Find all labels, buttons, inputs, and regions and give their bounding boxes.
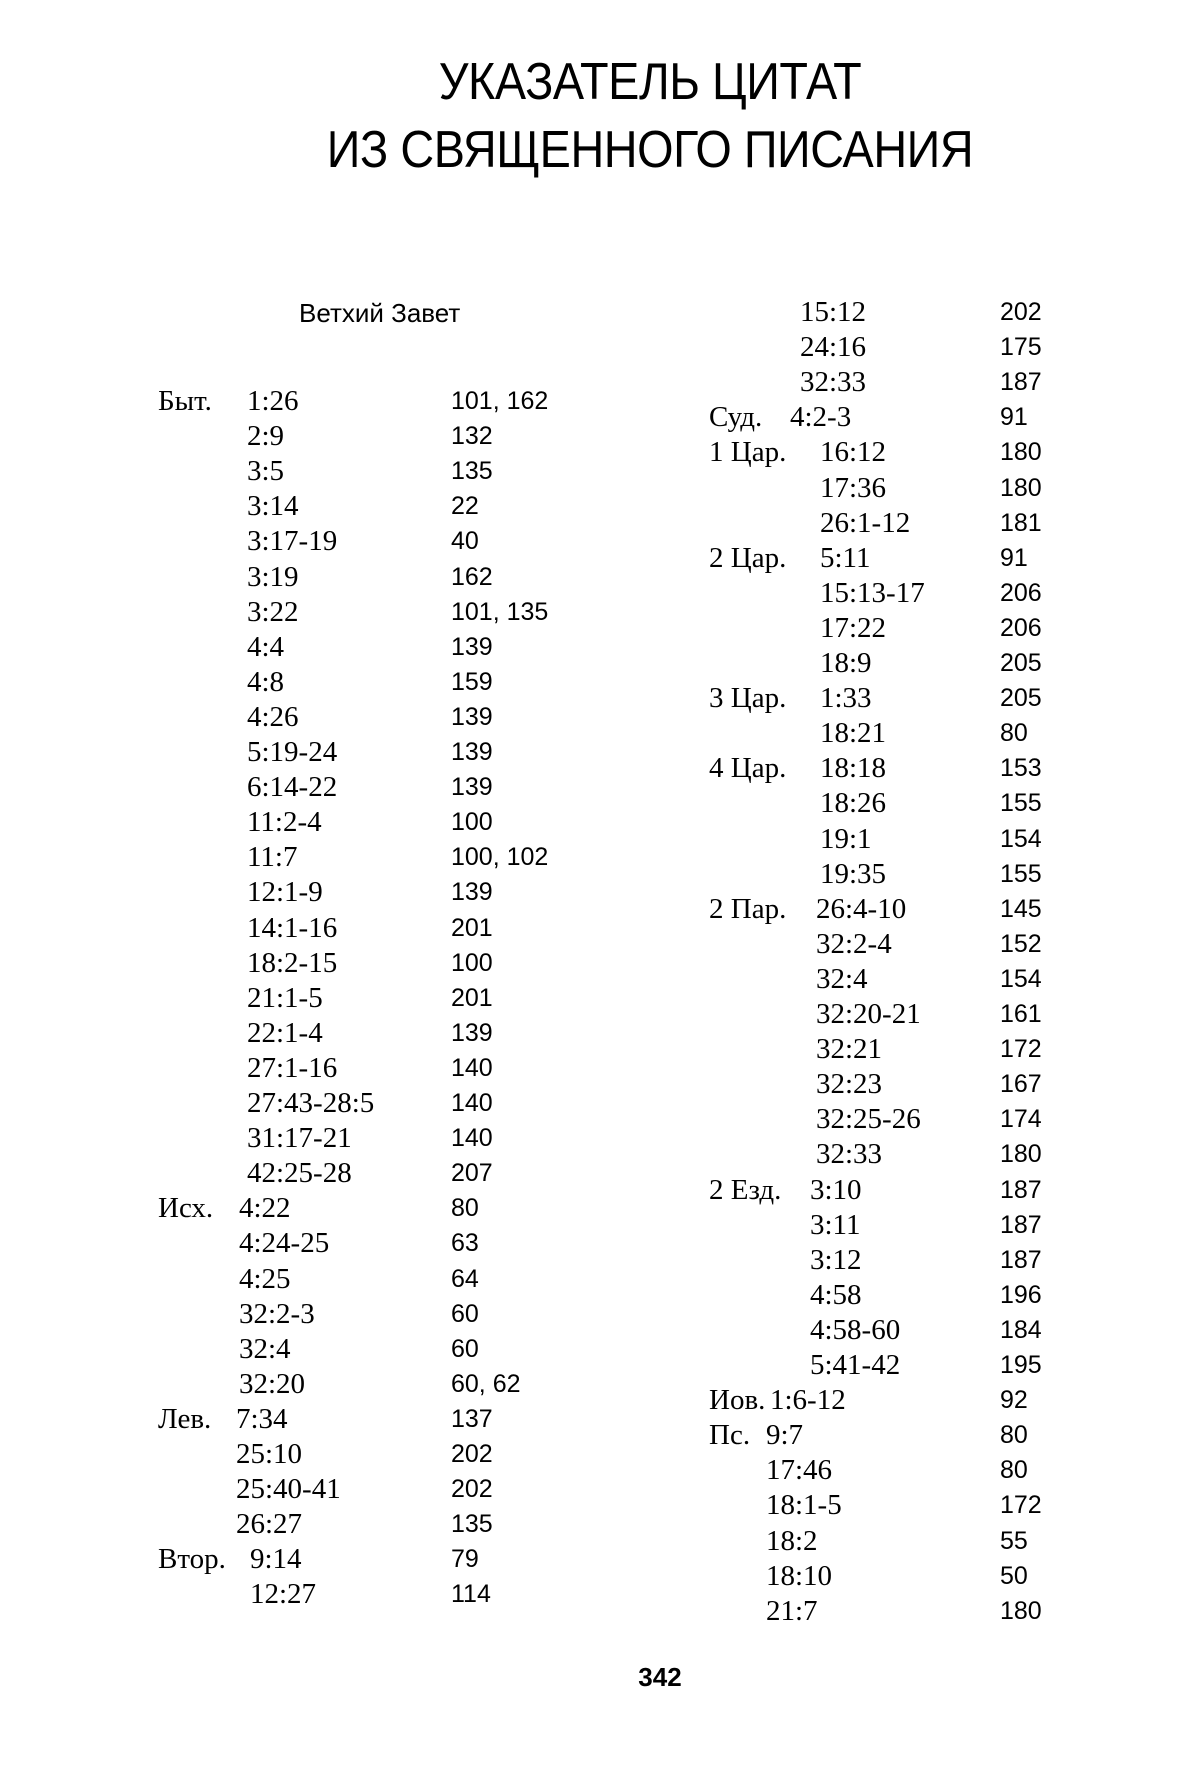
page-references: 205: [1000, 684, 1042, 713]
book-abbreviation: Быт.: [158, 385, 212, 417]
book-abbreviation: 3 Цар.: [709, 682, 787, 715]
verse-reference: 11:7: [247, 841, 298, 874]
page-references: 91: [1000, 403, 1028, 432]
verse-reference: 27:43-28:5: [247, 1087, 375, 1119]
verse-reference: 3:12: [810, 1243, 862, 1276]
page-references: 60: [451, 1334, 479, 1363]
verse-reference: 4:25: [239, 1262, 291, 1295]
page-references: 79: [451, 1545, 479, 1574]
verse-reference: 25:10: [236, 1438, 303, 1470]
book-abbreviation: 4 Цар.: [709, 752, 787, 785]
page-references: 139: [451, 738, 493, 766]
verse-reference: 22:1-4: [247, 1016, 323, 1049]
verse-reference: 3:10: [810, 1173, 862, 1206]
page-references: 140: [451, 1053, 493, 1082]
page-references: 140: [451, 1124, 493, 1153]
verse-reference: 9:14: [250, 1543, 302, 1576]
page-references: 161: [1000, 1000, 1042, 1028]
page-references: 167: [1000, 1070, 1042, 1099]
page-references: 207: [451, 1159, 493, 1188]
book-abbreviation: 1 Цар.: [709, 436, 787, 469]
verse-reference: 18:26: [820, 787, 887, 820]
verse-reference: 12:27: [250, 1578, 317, 1611]
book-abbreviation: Суд.: [709, 401, 763, 434]
page-references: 180: [1000, 473, 1042, 502]
page-references: 180: [1000, 1140, 1042, 1169]
page-references: 100: [451, 808, 493, 837]
book-abbreviation: 2 Езд.: [709, 1173, 782, 1206]
page-references: 187: [1000, 1175, 1042, 1204]
page-references: 184: [1000, 1315, 1042, 1344]
verse-reference: 6:14-22: [247, 771, 338, 804]
verse-reference: 27:1-16: [247, 1051, 338, 1084]
page-references: 153: [1000, 754, 1042, 783]
page-references: 114: [451, 1580, 491, 1609]
page-references: 55: [1000, 1526, 1028, 1555]
page-references: 140: [451, 1089, 493, 1117]
verse-reference: 32:2-3: [239, 1297, 315, 1330]
verse-reference: 32:33: [800, 366, 867, 399]
page-references: 159: [451, 667, 493, 696]
verse-reference: 4:24-25: [239, 1227, 330, 1260]
verse-reference: 18:9: [820, 647, 872, 679]
verse-reference: 3:22: [247, 595, 299, 628]
verse-reference: 9:7: [766, 1419, 804, 1452]
page-references: 196: [1000, 1280, 1042, 1309]
verse-reference: 14:1-16: [247, 911, 338, 944]
page-references: 180: [1000, 1596, 1042, 1625]
book-abbreviation: Втор.: [158, 1543, 226, 1576]
verse-reference: 11:2-4: [247, 806, 322, 839]
verse-reference: 12:1-9: [247, 876, 323, 909]
page-title-line-1: УКАЗАТЕЛЬ ЦИТАТ: [438, 53, 862, 111]
verse-reference: 32:25-26: [816, 1103, 921, 1136]
verse-reference: 18:2: [766, 1524, 818, 1557]
verse-reference: 4:26: [247, 700, 299, 733]
page-references: 80: [1000, 719, 1028, 748]
book-abbreviation: Пс.: [709, 1419, 751, 1452]
page-references: 206: [1000, 578, 1042, 607]
page-references: 155: [1000, 789, 1042, 818]
page-references: 91: [1000, 543, 1028, 572]
verse-reference: 26:1-12: [820, 506, 911, 539]
page-references: 202: [451, 1440, 493, 1468]
page-references: 139: [451, 878, 493, 907]
page-references: 64: [451, 1264, 479, 1293]
page-references: 135: [451, 1510, 493, 1539]
book-abbreviation: Исх.: [158, 1192, 214, 1225]
page-references: 187: [1000, 1245, 1042, 1274]
verse-reference: 18:2-15: [247, 946, 338, 979]
page-references: 139: [451, 632, 493, 661]
verse-reference: 3:5: [247, 455, 285, 488]
page-references: 155: [1000, 859, 1042, 888]
page-references: 187: [1000, 1210, 1042, 1239]
page-references: 145: [1000, 894, 1042, 923]
verse-reference: 4:4: [247, 630, 285, 663]
page-references: 40: [451, 527, 479, 556]
page-references: 172: [1000, 1491, 1042, 1520]
verse-reference: 18:1-5: [766, 1489, 842, 1522]
page-references: 92: [1000, 1386, 1028, 1415]
page-references: 139: [451, 773, 493, 802]
page-references: 100, 102: [451, 843, 549, 872]
verse-reference: 26:27: [236, 1508, 303, 1541]
verse-reference: 32:21: [816, 1033, 883, 1066]
page-references: 137: [451, 1404, 493, 1433]
verse-reference: 1:6-12: [770, 1384, 846, 1417]
verse-reference: 19:35: [820, 857, 887, 890]
verse-reference: 32:20: [239, 1367, 306, 1400]
verse-reference: 1:26: [247, 385, 299, 417]
page-references: 175: [1000, 333, 1042, 362]
verse-reference: 4:58-60: [810, 1313, 901, 1346]
verse-reference: 4:2-3: [790, 401, 852, 434]
page-references: 80: [1000, 1421, 1028, 1450]
book-abbreviation: Лев.: [158, 1402, 212, 1435]
page-references: 201: [451, 983, 493, 1012]
page-references: 139: [451, 1018, 493, 1047]
verse-reference: 7:34: [236, 1402, 288, 1435]
verse-reference: 32:4: [816, 962, 868, 995]
verse-reference: 32:23: [816, 1068, 883, 1101]
page-references: 60: [451, 1299, 479, 1328]
verse-reference: 3:19: [247, 560, 299, 593]
verse-reference: 32:20-21: [816, 998, 921, 1030]
verse-reference: 18:10: [766, 1559, 833, 1592]
verse-reference: 5:41-42: [810, 1349, 901, 1381]
verse-reference: 17:36: [820, 471, 887, 504]
book-abbreviation: 2 Пар.: [709, 892, 787, 925]
page-references: 80: [451, 1194, 479, 1223]
page-references: 181: [1000, 508, 1042, 537]
verse-reference: 15:12: [800, 296, 867, 328]
page-references: 162: [451, 562, 493, 591]
page-references: 154: [1000, 964, 1042, 993]
section-heading: Ветхий Завет: [299, 298, 461, 328]
page-references: 187: [1000, 368, 1042, 397]
page-references: 60, 62: [451, 1369, 521, 1398]
verse-reference: 17:22: [820, 611, 887, 644]
verse-reference: 18:21: [820, 717, 887, 750]
page-references: 139: [451, 702, 493, 731]
page-references: 101, 162: [451, 387, 549, 415]
page-references: 201: [451, 913, 493, 942]
verse-reference: 4:22: [239, 1192, 291, 1225]
verse-reference: 32:4: [239, 1332, 291, 1365]
verse-reference: 32:2-4: [816, 927, 892, 960]
verse-reference: 4:58: [810, 1278, 862, 1311]
page-references: 174: [1000, 1105, 1042, 1134]
page-references: 180: [1000, 438, 1042, 467]
page-title-line-2: ИЗ СВЯЩЕННОГО ПИСАНИЯ: [326, 121, 974, 179]
page-references: 80: [1000, 1456, 1028, 1485]
verse-reference: 3:17-19: [247, 525, 338, 558]
book-abbreviation: 2 Цар.: [709, 541, 787, 574]
page-references: 22: [451, 492, 479, 521]
verse-reference: 3:11: [810, 1208, 861, 1241]
page-references: 202: [451, 1475, 493, 1504]
verse-reference: 21:7: [766, 1594, 818, 1627]
verse-reference: 16:12: [820, 436, 887, 469]
verse-reference: 21:1-5: [247, 981, 323, 1014]
page-references: 132: [451, 422, 493, 451]
verse-reference: 4:8: [247, 665, 285, 698]
page-references: 100: [451, 948, 493, 977]
page-references: 205: [1000, 649, 1042, 677]
verse-reference: 25:40-41: [236, 1473, 341, 1506]
page-number: 342: [638, 1662, 682, 1692]
page-references: 154: [1000, 824, 1042, 853]
page-references: 135: [451, 457, 493, 486]
page-references: 152: [1000, 929, 1042, 958]
verse-reference: 5:19-24: [247, 736, 338, 768]
page-references: 202: [1000, 298, 1042, 326]
verse-reference: 17:46: [766, 1454, 833, 1487]
verse-reference: 19:1: [820, 822, 872, 855]
verse-reference: 31:17-21: [247, 1122, 352, 1155]
verse-reference: 3:14: [247, 490, 299, 523]
verse-reference: 15:13-17: [820, 576, 925, 609]
verse-reference: 18:18: [820, 752, 887, 785]
page-references: 101, 135: [451, 597, 549, 626]
verse-reference: 24:16: [800, 331, 867, 364]
page-references: 195: [1000, 1351, 1042, 1379]
verse-reference: 42:25-28: [247, 1157, 352, 1190]
page-references: 172: [1000, 1035, 1042, 1064]
page-references: 50: [1000, 1561, 1028, 1590]
verse-reference: 1:33: [820, 682, 872, 715]
book-abbreviation: Иов.: [709, 1384, 766, 1417]
verse-reference: 26:4-10: [816, 892, 907, 925]
page-references: 206: [1000, 613, 1042, 642]
page-references: 63: [451, 1229, 479, 1258]
verse-reference: 32:33: [816, 1138, 883, 1171]
verse-reference: 5:11: [820, 541, 871, 574]
verse-reference: 2:9: [247, 420, 285, 453]
